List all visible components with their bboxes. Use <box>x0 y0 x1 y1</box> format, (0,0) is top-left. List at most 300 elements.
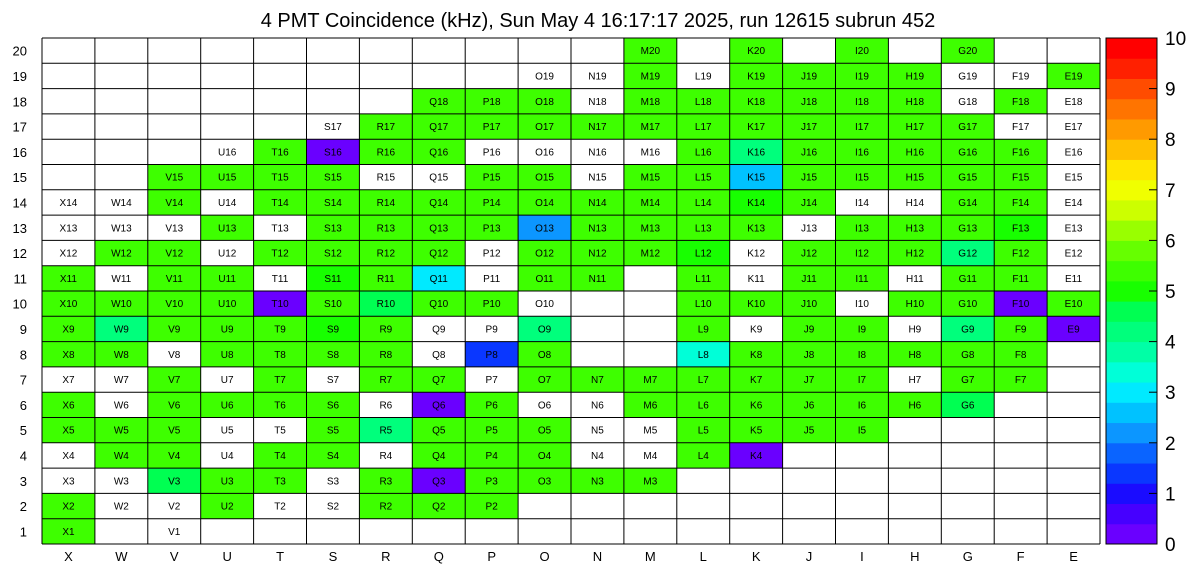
heatmap-cell-label: Q7 <box>432 375 446 387</box>
palette-band <box>1106 402 1157 423</box>
heatmap-cell-label: U8 <box>220 349 234 361</box>
heatmap-cell <box>624 63 677 88</box>
heatmap-cell-label: J16 <box>800 147 818 159</box>
heatmap-cell-label: U10 <box>217 299 237 311</box>
heatmap-cell <box>148 316 201 341</box>
heatmap-cell <box>148 215 201 240</box>
heatmap-cell <box>888 165 941 190</box>
heatmap-cell <box>42 190 95 215</box>
palette-band <box>1106 423 1157 444</box>
heatmap-cell <box>730 316 783 341</box>
heatmap-cell-label: V1 <box>168 526 181 538</box>
heatmap-cell-label: I5 <box>857 425 867 437</box>
heatmap-cell <box>465 342 518 367</box>
heatmap-cell-label: P5 <box>485 425 498 437</box>
heatmap-cell-label: G16 <box>958 147 978 159</box>
heatmap-cell-label: P11 <box>483 273 501 285</box>
heatmap-cell <box>783 367 836 392</box>
heatmap-cell-label: K18 <box>747 96 766 108</box>
heatmap-cell-label: U5 <box>220 425 234 437</box>
y-tick-label: 19 <box>12 68 27 84</box>
heatmap-cell-label: S14 <box>324 197 342 209</box>
heatmap-cell-label: F8 <box>1014 349 1027 361</box>
heatmap-cell-label: W2 <box>113 501 129 513</box>
heatmap-cell <box>465 316 518 341</box>
heatmap-cell-label: H13 <box>905 223 925 235</box>
heatmap-cell-label: O4 <box>537 450 552 462</box>
heatmap-cell <box>201 342 254 367</box>
palette-tick-label: 6 <box>1165 231 1176 253</box>
heatmap-cell <box>730 443 783 468</box>
heatmap-cell-label: J19 <box>800 71 818 83</box>
y-tick-label: 5 <box>19 423 27 439</box>
y-tick-label: 1 <box>19 524 27 540</box>
heatmap-cell <box>95 291 148 316</box>
heatmap-cell-label: N11 <box>588 273 607 285</box>
heatmap-cell-label: O18 <box>535 96 555 108</box>
heatmap-cell <box>307 316 360 341</box>
heatmap-cell <box>571 240 624 265</box>
heatmap-cell-label: X14 <box>59 197 78 209</box>
heatmap-cell-label: G13 <box>958 223 978 235</box>
heatmap-cell <box>571 367 624 392</box>
heatmap-cell-label: I14 <box>854 197 869 209</box>
heatmap-cell-label: E10 <box>1064 299 1083 311</box>
heatmap-cell <box>783 291 836 316</box>
heatmap-cell <box>359 240 412 265</box>
heatmap-cell-label: O17 <box>535 122 555 134</box>
heatmap-cell-label: G6 <box>961 400 975 412</box>
heatmap-cell <box>941 165 994 190</box>
heatmap-cell <box>941 215 994 240</box>
heatmap-cell-label: L12 <box>694 248 712 260</box>
heatmap-cell-label: V14 <box>165 197 184 209</box>
heatmap-cell-label: W4 <box>113 450 129 462</box>
heatmap-cell-label: H14 <box>905 197 925 209</box>
heatmap-cell-label: H8 <box>908 349 922 361</box>
heatmap-cell-label: Q16 <box>429 147 449 159</box>
heatmap-cell <box>465 367 518 392</box>
heatmap-cell <box>571 215 624 240</box>
heatmap-cell <box>730 367 783 392</box>
heatmap-cell <box>201 165 254 190</box>
heatmap-cell-label: W12 <box>111 248 132 260</box>
heatmap-cell <box>888 291 941 316</box>
heatmap-cell-label: M4 <box>643 450 658 462</box>
palette-band <box>1106 463 1157 484</box>
palette-band <box>1106 342 1157 363</box>
heatmap-cell-label: G11 <box>958 273 977 285</box>
x-tick-label: F <box>1016 549 1025 564</box>
heatmap-cell-label: T10 <box>271 299 289 311</box>
heatmap-cell-label: N15 <box>588 172 607 184</box>
heatmap-cell <box>624 240 677 265</box>
heatmap-cell <box>42 519 95 544</box>
heatmap-cell <box>994 316 1047 341</box>
heatmap-cell-label: L7 <box>697 375 709 387</box>
heatmap-cell-label: O7 <box>537 375 552 387</box>
palette-band <box>1106 240 1157 261</box>
heatmap-cell <box>254 240 307 265</box>
heatmap-cell <box>677 114 730 139</box>
heatmap-cell-label: M13 <box>640 223 661 235</box>
heatmap-cell <box>412 392 465 417</box>
heatmap-cell-label: G12 <box>958 248 978 260</box>
heatmap-cell-label: F12 <box>1012 248 1030 260</box>
heatmap-cell <box>994 190 1047 215</box>
heatmap-cell <box>1047 266 1100 291</box>
heatmap-cell <box>95 190 148 215</box>
heatmap-cell <box>730 114 783 139</box>
y-tick-label: 17 <box>12 119 27 135</box>
heatmap-cell <box>518 165 571 190</box>
heatmap-cell <box>677 89 730 114</box>
heatmap-cell-label: P8 <box>485 349 498 361</box>
palette-band <box>1106 99 1157 120</box>
heatmap-cell-label: G14 <box>958 197 978 209</box>
heatmap-cell-label: R3 <box>379 476 393 488</box>
heatmap-cell-label: S6 <box>326 400 340 412</box>
x-tick-label: P <box>487 549 496 564</box>
heatmap-cell-label: I13 <box>854 223 869 235</box>
heatmap-cell-label: F7 <box>1014 375 1027 387</box>
heatmap-cell-label: N6 <box>591 400 604 412</box>
heatmap-cell <box>888 89 941 114</box>
heatmap-cell <box>148 291 201 316</box>
heatmap-cell <box>412 316 465 341</box>
heatmap-cell-label: L9 <box>697 324 709 336</box>
heatmap-cell <box>148 190 201 215</box>
heatmap-cell <box>836 418 889 443</box>
heatmap-cell <box>836 139 889 164</box>
heatmap-cell-label: X13 <box>59 223 78 235</box>
heatmap-cell-label: V9 <box>168 324 181 336</box>
heatmap-cell <box>730 215 783 240</box>
heatmap-cell-label: P14 <box>482 197 501 209</box>
heatmap-cell <box>941 89 994 114</box>
heatmap-cell-label: E18 <box>1064 96 1083 108</box>
heatmap-cell-label: S10 <box>324 299 342 311</box>
heatmap-cell <box>624 392 677 417</box>
heatmap-cell <box>1047 240 1100 265</box>
heatmap-cell <box>941 367 994 392</box>
heatmap-cell-label: I6 <box>857 400 867 412</box>
heatmap-cell-label: L14 <box>694 197 712 209</box>
heatmap-cell <box>624 190 677 215</box>
heatmap-cell-label: Q3 <box>432 476 446 488</box>
heatmap-cell <box>254 316 307 341</box>
x-tick-label: E <box>1069 549 1078 564</box>
y-tick-label: 4 <box>19 448 27 464</box>
heatmap-cell <box>1047 139 1100 164</box>
heatmap-cell-label: R8 <box>379 349 393 361</box>
heatmap-cell <box>307 342 360 367</box>
heatmap-cell <box>201 266 254 291</box>
heatmap-cell-label: R13 <box>376 223 396 235</box>
heatmap-cell-label: K14 <box>747 197 766 209</box>
heatmap-cell-label: J9 <box>803 324 815 336</box>
heatmap-cell-label: J7 <box>803 375 815 387</box>
heatmap-cell <box>307 418 360 443</box>
heatmap-cell-label: I11 <box>855 273 869 285</box>
heatmap-cell-label: X1 <box>62 526 75 538</box>
heatmap-cell <box>359 165 412 190</box>
y-tick-label: 18 <box>12 94 27 110</box>
heatmap-cell-label: R6 <box>379 400 393 412</box>
heatmap-cell-label: Q2 <box>432 501 446 513</box>
heatmap-cell-label: P18 <box>482 96 501 108</box>
heatmap-cell <box>730 63 783 88</box>
heatmap-cell-label: L13 <box>694 223 712 235</box>
heatmap-cell-label: T7 <box>274 375 286 387</box>
heatmap-cell-label: Q17 <box>429 122 449 134</box>
heatmap-cell-label: V7 <box>168 375 181 387</box>
heatmap-cell <box>836 165 889 190</box>
heatmap-cell-label: F16 <box>1012 147 1030 159</box>
heatmap-cell-label: P15 <box>482 172 501 184</box>
heatmap-cell <box>359 493 412 518</box>
heatmap-cell <box>730 89 783 114</box>
heatmap-cell-label: R7 <box>379 375 393 387</box>
palette-tick-label: 9 <box>1165 79 1176 101</box>
heatmap-cell <box>730 190 783 215</box>
heatmap-cell-label: P12 <box>482 248 501 260</box>
heatmap-cell-label: K9 <box>750 324 763 336</box>
heatmap-cell <box>994 342 1047 367</box>
heatmap-cell <box>677 443 730 468</box>
heatmap-cell <box>148 519 201 544</box>
heatmap-cell <box>95 215 148 240</box>
heatmap-cell-label: F13 <box>1012 223 1030 235</box>
x-tick-label: N <box>592 549 603 564</box>
heatmap-cell <box>571 190 624 215</box>
heatmap-cell <box>730 240 783 265</box>
heatmap-cell <box>518 63 571 88</box>
heatmap-cell <box>783 392 836 417</box>
x-tick-label: S <box>328 549 338 564</box>
heatmap-cell-label: X5 <box>62 425 75 437</box>
heatmap-cell-label: X10 <box>59 299 78 311</box>
palette-band <box>1106 362 1157 383</box>
heatmap-cell <box>201 240 254 265</box>
heatmap-cell-label: F19 <box>1012 71 1030 83</box>
heatmap-cell <box>254 342 307 367</box>
heatmap-cell-label: E14 <box>1064 197 1083 209</box>
heatmap-cell-label: F11 <box>1012 273 1029 285</box>
heatmap-cell <box>148 493 201 518</box>
heatmap-cell <box>465 240 518 265</box>
heatmap-cell-label: I18 <box>854 96 869 108</box>
heatmap-cell-label: L16 <box>694 147 712 159</box>
heatmap-cell <box>888 367 941 392</box>
heatmap-cell <box>888 240 941 265</box>
heatmap-cell-label: F9 <box>1014 324 1027 336</box>
heatmap-cell <box>1047 165 1100 190</box>
heatmap-cell <box>465 114 518 139</box>
heatmap-cell-label: M20 <box>640 46 661 58</box>
heatmap-cell-label: I15 <box>854 172 869 184</box>
heatmap-cell-label: K6 <box>750 400 763 412</box>
heatmap-cell <box>571 418 624 443</box>
heatmap-cell-label: M5 <box>643 425 658 437</box>
heatmap-cell <box>783 240 836 265</box>
heatmap-cell <box>941 392 994 417</box>
heatmap-cell-label: O13 <box>535 223 555 235</box>
heatmap-cell-label: M19 <box>640 71 661 83</box>
heatmap-cell-label: X8 <box>62 349 75 361</box>
heatmap-cell <box>148 443 201 468</box>
heatmap-cell <box>941 114 994 139</box>
heatmap-cell <box>412 139 465 164</box>
heatmap-cell <box>307 165 360 190</box>
heatmap-cell <box>359 266 412 291</box>
heatmap-cell-label: R2 <box>379 501 393 513</box>
heatmap-cell <box>677 266 730 291</box>
heatmap-cell <box>465 468 518 493</box>
heatmap-cell-label: R4 <box>379 450 393 462</box>
heatmap-cell-label: J18 <box>800 96 818 108</box>
heatmap-cell <box>307 493 360 518</box>
heatmap-cell-label: O6 <box>537 400 552 412</box>
heatmap-cell <box>95 418 148 443</box>
heatmap-cell-label: I17 <box>854 122 869 134</box>
heatmap-cell-label: V13 <box>165 223 184 235</box>
heatmap-cell-label: L10 <box>694 299 712 311</box>
heatmap-cell-label: K4 <box>750 450 763 462</box>
heatmap-cell-label: L8 <box>697 349 709 361</box>
y-tick-label: 20 <box>12 43 27 59</box>
heatmap-cell-label: I8 <box>857 349 867 361</box>
heatmap-cell <box>201 493 254 518</box>
palette-band <box>1106 261 1157 282</box>
heatmap-cell <box>994 139 1047 164</box>
heatmap-cell <box>148 266 201 291</box>
heatmap-cell-label: V6 <box>168 400 181 412</box>
heatmap-cell-label: O8 <box>537 349 552 361</box>
heatmap-cell-label: X2 <box>62 501 75 513</box>
heatmap-cell <box>571 392 624 417</box>
heatmap-cell <box>254 266 307 291</box>
heatmap-cell-label: K13 <box>747 223 766 235</box>
heatmap-cell-label: X7 <box>62 375 75 387</box>
x-tick-label: H <box>910 549 920 564</box>
heatmap-cell <box>201 190 254 215</box>
heatmap-cell-label: S2 <box>326 501 340 513</box>
heatmap-cell <box>518 114 571 139</box>
x-tick-label: T <box>276 549 285 564</box>
palette-band <box>1106 443 1157 464</box>
heatmap-cell <box>783 114 836 139</box>
heatmap-cell <box>254 215 307 240</box>
heatmap-cell <box>836 392 889 417</box>
heatmap-cell-label: S15 <box>324 172 342 184</box>
heatmap-cell-label: R11 <box>377 273 395 285</box>
heatmap-cell <box>888 114 941 139</box>
heatmap-cell-label: N12 <box>588 248 607 260</box>
heatmap-cell-label: N3 <box>591 476 604 488</box>
heatmap-cell-label: X6 <box>62 400 75 412</box>
heatmap-cell-label: I19 <box>854 71 869 83</box>
heatmap-cell <box>254 291 307 316</box>
heatmap-cell <box>307 392 360 417</box>
heatmap-cell-label: Q4 <box>432 450 446 462</box>
heatmap-cell <box>465 392 518 417</box>
heatmap-cell-label: O5 <box>537 425 552 437</box>
heatmap-cell <box>201 418 254 443</box>
heatmap-cell-label: R15 <box>376 172 396 184</box>
heatmap-cell <box>571 63 624 88</box>
heatmap-cell-label: O14 <box>535 197 555 209</box>
heatmap-cell-label: K17 <box>747 122 766 134</box>
heatmap-cell-label: W14 <box>111 197 132 209</box>
heatmap-cell-label: R16 <box>376 147 396 159</box>
heatmap-cell-label: X12 <box>59 248 78 260</box>
heatmap-cell-label: L6 <box>697 400 709 412</box>
heatmap-cell-label: K10 <box>747 299 766 311</box>
heatmap-cell <box>95 342 148 367</box>
heatmap-cell-label: L17 <box>694 122 712 134</box>
heatmap-cell <box>730 38 783 63</box>
heatmap-cell-label: V2 <box>168 501 181 513</box>
heatmap-cell <box>888 63 941 88</box>
heatmap-cell <box>941 240 994 265</box>
heatmap-cell-label: N14 <box>588 197 607 209</box>
heatmap-cell-label: T15 <box>271 172 289 184</box>
heatmap-cell-label: Q12 <box>429 248 449 260</box>
heatmap-cell <box>730 342 783 367</box>
palette-band <box>1106 321 1157 342</box>
x-axis-ticks <box>64 549 1078 564</box>
heatmap-cell <box>941 38 994 63</box>
heatmap-cell-label: X9 <box>62 324 75 336</box>
heatmap-cell-label: L18 <box>694 96 712 108</box>
heatmap-cell <box>836 342 889 367</box>
heatmap-cell <box>307 367 360 392</box>
heatmap-cell <box>994 291 1047 316</box>
heatmap-cell-label: V11 <box>165 273 183 285</box>
heatmap-cell-label: G10 <box>958 299 978 311</box>
heatmap-cell-label: H12 <box>905 248 925 260</box>
heatmap-cell-label: J13 <box>800 223 818 235</box>
heatmap-cell-label: N4 <box>591 450 604 462</box>
heatmap-cell <box>307 190 360 215</box>
x-tick-label: X <box>64 549 73 564</box>
y-tick-label: 6 <box>19 397 27 413</box>
heatmap-cell <box>836 291 889 316</box>
heatmap-cell <box>1047 89 1100 114</box>
heatmap-cell <box>148 367 201 392</box>
heatmap-cell-label: O11 <box>535 273 554 285</box>
heatmap-cell <box>359 367 412 392</box>
heatmap-cell-label: T13 <box>271 223 289 235</box>
heatmap-cell-label: N13 <box>588 223 607 235</box>
heatmap-cell <box>941 316 994 341</box>
heatmap-cell-label: F17 <box>1012 122 1030 134</box>
heatmap-cell-label: Q10 <box>429 299 449 311</box>
heatmap-cell <box>42 367 95 392</box>
heatmap-cell <box>465 493 518 518</box>
heatmap-cell-label: W13 <box>111 223 132 235</box>
heatmap-cell <box>42 240 95 265</box>
heatmap-cell-label: J5 <box>803 425 815 437</box>
heatmap-cell <box>95 266 148 291</box>
heatmap-cell <box>888 392 941 417</box>
palette-tick-label: 4 <box>1165 332 1176 354</box>
heatmap-cell <box>254 139 307 164</box>
y-tick-label: 3 <box>19 473 27 489</box>
heatmap-cell-label: T8 <box>274 349 286 361</box>
heatmap-cell-label: I10 <box>854 299 869 311</box>
